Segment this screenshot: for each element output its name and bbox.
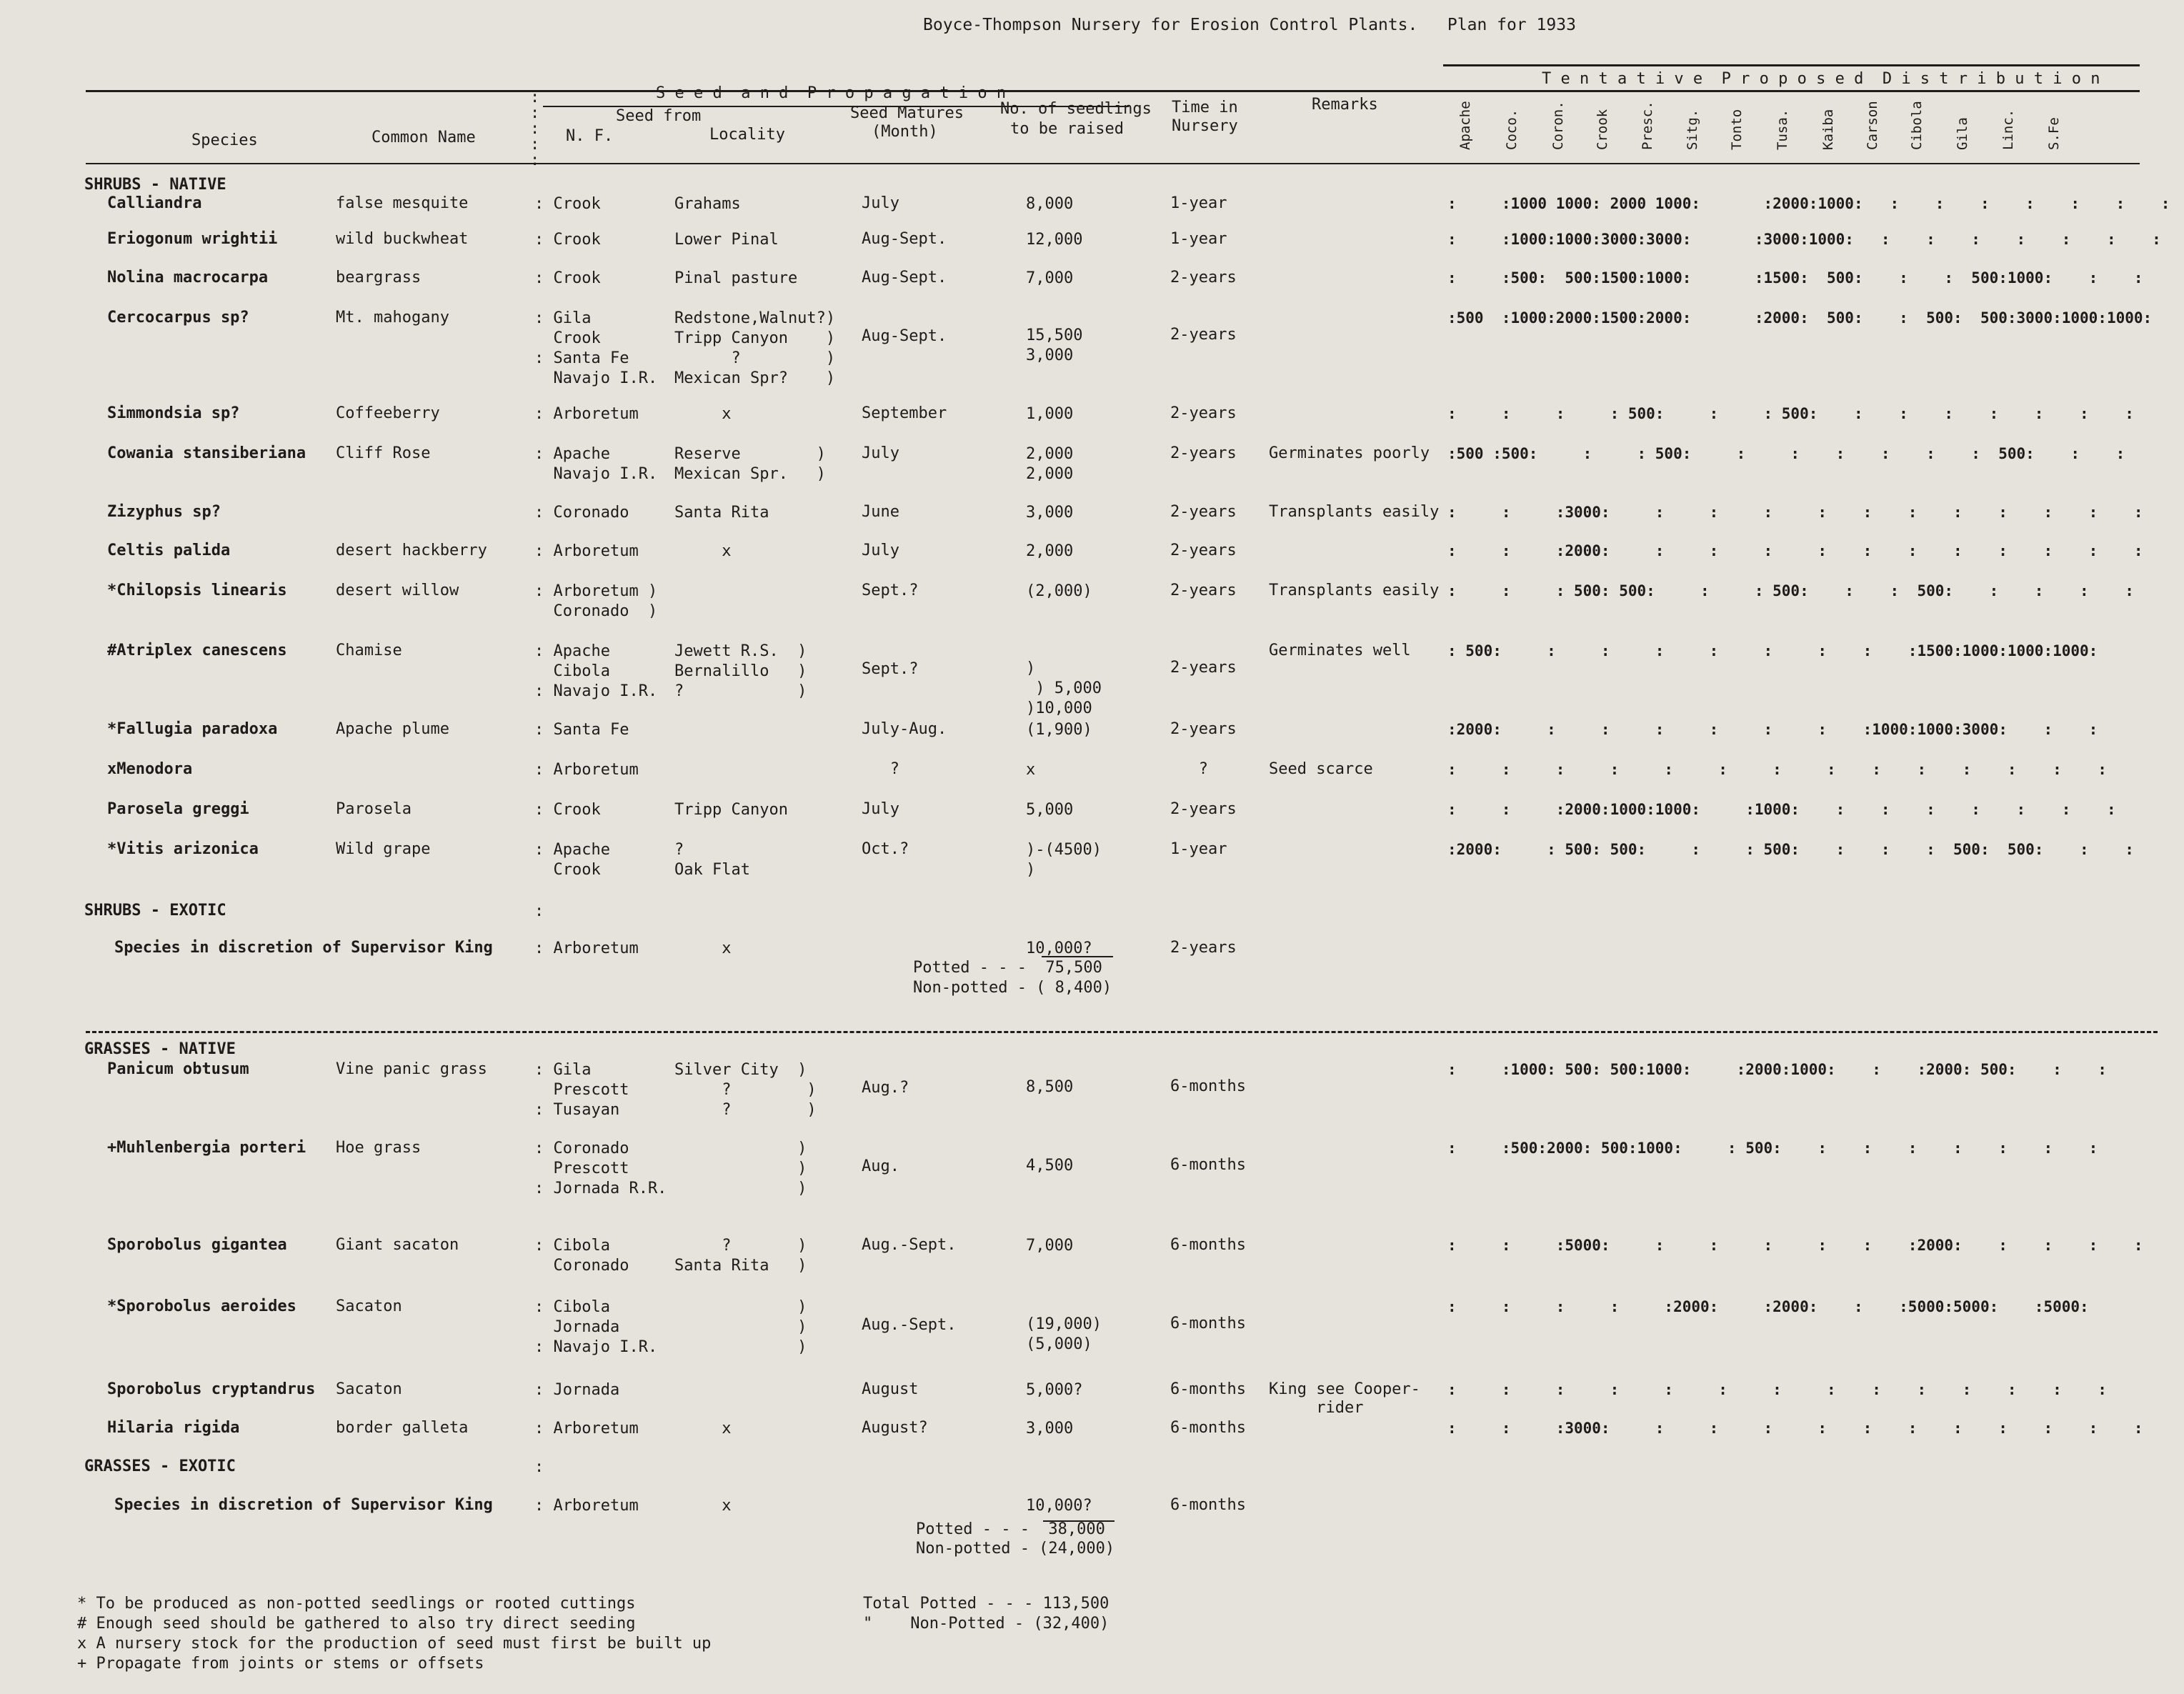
seedling-count: ) ) 5,000 )10,000 — [1026, 659, 1102, 717]
header-nf: N. F. — [566, 127, 614, 145]
common-name: Hoe grass — [336, 1139, 422, 1157]
species-name: Zizyphus sp? — [107, 503, 221, 521]
dist-col-header: Tusa. — [1775, 109, 1790, 150]
seedling-count: 2,000 — [1026, 542, 1074, 560]
grass-potted-total: Potted - - - 38,000 — [916, 1520, 1105, 1538]
seedling-count: 3,000 — [1026, 504, 1074, 522]
nursery-time: 6-months — [1170, 1077, 1246, 1095]
seedling-count: (19,000) (5,000) — [1026, 1315, 1102, 1353]
species-name: Sporobolus cryptandrus — [107, 1380, 316, 1398]
header-species: Species — [191, 131, 258, 149]
species-name: #Atriplex canescens — [107, 642, 287, 659]
species-name: Cercocarpus sp? — [107, 309, 249, 327]
dist-col-header: Apache — [1457, 101, 1473, 150]
footnote-x: x A nursery stock for the production of seed must first be built up — [77, 1635, 712, 1653]
seed-nf: : Arboretum — [534, 542, 639, 560]
seed-locality: Lower Pinal — [674, 231, 779, 249]
seed-locality: Jewett R.S. ) Bernalillo ) ? ) — [674, 642, 807, 700]
seedling-count: 10,000? — [1026, 1497, 1092, 1515]
distribution-top-rule — [1443, 64, 2140, 66]
seed-nf: : Crook — [534, 231, 601, 249]
seed-nf: : Apache Cibola : Navajo I.R. — [534, 642, 658, 700]
nursery-time: 6-months — [1170, 1496, 1246, 1514]
seed-nf: : Arboretum ) Coronado ) — [534, 582, 658, 620]
dist-col-header: Linc. — [2000, 109, 2016, 150]
seedling-count: 10,000? — [1026, 940, 1092, 957]
shrub-potted-total: Potted - - - 75,500 — [913, 959, 1102, 977]
species-name: *Fallugia paradoxa — [107, 720, 278, 738]
distribution-values: : :1000 1000: 2000 1000: :2000:1000: : : : : : : : — [1447, 195, 2170, 212]
seed-locality: ? Oak Flat — [674, 841, 750, 879]
nursery-time: 2-years — [1170, 444, 1237, 462]
species-name: Hilaria rigida — [107, 1419, 240, 1437]
dist-col-header: Coron. — [1550, 101, 1566, 150]
seed-nf: : Arboretum — [534, 761, 639, 779]
seed-month: August — [862, 1380, 919, 1398]
seed-nf: : Arboretum — [534, 1420, 639, 1438]
header-common-name: Common Name — [372, 129, 476, 146]
header-nursery: Nursery — [1172, 117, 1238, 135]
seed-locality: Tripp Canyon — [674, 801, 788, 819]
seed-month: Aug-Sept. — [862, 230, 947, 248]
seed-month: August? — [862, 1419, 928, 1437]
seed-locality: x — [674, 940, 732, 957]
document-title: Boyce-Thompson Nursery for Erosion Control Plants. Plan for 1933 — [923, 16, 1576, 34]
seedling-count: 5,000? — [1026, 1381, 1083, 1399]
nursery-time: 6-months — [1170, 1315, 1246, 1332]
species-name: Eriogonum wrightii — [107, 230, 278, 248]
species-name: Parosela greggi — [107, 800, 249, 818]
seed-month: June — [862, 503, 899, 521]
distribution-values: : : : : : : : : : : : : : : — [1447, 761, 2107, 778]
seed-nf: : — [534, 902, 544, 920]
nursery-time: 6-months — [1170, 1236, 1246, 1254]
common-name: Wild grape — [336, 840, 431, 858]
dist-col-header: S.Fe — [2046, 117, 2062, 150]
seed-nf: : Crook — [534, 801, 601, 819]
header-distribution: T e n t a t i v e P r o p o s e d D i s t r i b u t i o n — [1542, 70, 2100, 88]
shrub-count-underline — [1042, 956, 1113, 957]
seed-locality: Redstone,Walnut?) Tripp Canyon ) ? ) Mexican Spr? ) — [674, 309, 836, 387]
common-name: Coffeeberry — [336, 404, 440, 422]
distribution-values: : :1000: 500: 500:1000: :2000:1000: : :2000: 500: : : — [1447, 1061, 2107, 1078]
remarks: Transplants easily — [1269, 582, 1440, 599]
header-seed-matures: Seed Matures — [850, 104, 964, 122]
nursery-time: 6-months — [1170, 1419, 1246, 1437]
remarks: Germinates poorly — [1269, 444, 1430, 462]
species-name: Cowania stansiberiana — [107, 444, 306, 462]
footnote-plus: + Propagate from joints or stems or offsets — [77, 1655, 484, 1673]
distribution-values: : :500: 500:1500:1000: :1500: 500: : : 500:1000: : : — [1447, 269, 2143, 287]
seed-month: Aug-Sept. — [862, 269, 947, 287]
seedling-count: (2,000) — [1026, 582, 1092, 600]
distribution-values: : : :3000: : : : : : : : : : : : — [1447, 1420, 2143, 1437]
seedling-count: )-(4500) ) — [1026, 841, 1102, 879]
seed-locality: Pinal pasture — [674, 269, 798, 287]
seed-month: Aug.? — [862, 1079, 909, 1097]
remarks: Transplants easily — [1269, 503, 1440, 521]
species-name: xMenodora — [107, 760, 193, 778]
seed-nf: : Gila Crook : Santa Fe Navajo I.R. — [534, 309, 658, 387]
header-no-seedlings: No. of seedlings — [1000, 100, 1152, 118]
species-name: *Chilopsis linearis — [107, 582, 287, 599]
seed-nf: : Gila Prescott : Tusayan — [534, 1061, 629, 1119]
seed-nf: : Cibola Jornada : Navajo I.R. — [534, 1298, 658, 1356]
seed-nf: : Jornada — [534, 1381, 620, 1399]
species-name: Species in discretion of Supervisor King — [114, 939, 493, 957]
seed-month: Aug. — [862, 1157, 899, 1175]
header-top-rule — [86, 90, 2140, 92]
common-name: false mesquite — [336, 194, 469, 212]
seed-nf: : Santa Fe — [534, 721, 629, 739]
distribution-values: : : :3000: : : : : : : : : : : : — [1447, 504, 2143, 521]
distribution-values: : :1000:1000:3000:3000: :3000:1000: : : : : : : : — [1447, 231, 2161, 248]
seed-locality: x — [674, 1420, 732, 1438]
header-locality: Locality — [709, 126, 785, 144]
nursery-time: 1-year — [1170, 840, 1227, 858]
seed-nf: : Cibola Coronado — [534, 1237, 629, 1275]
seed-month: July — [862, 542, 899, 559]
distribution-values: : : :2000:1000:1000: :1000: : : : : : : : — [1447, 801, 2116, 818]
nursery-time: 6-months — [1170, 1380, 1246, 1398]
seed-locality: ? ) Santa Rita ) — [674, 1237, 807, 1275]
species-name: +Muhlenbergia porteri — [107, 1139, 306, 1157]
nursery-time: 2-years — [1170, 659, 1237, 677]
dist-col-header: Gila — [1955, 117, 1970, 150]
grass-nonpotted-total: Non-potted - (24,000) — [916, 1540, 1115, 1558]
seedling-count: 1,000 — [1026, 405, 1074, 423]
species-name: Calliandra — [107, 194, 202, 212]
distribution-values: :2000: : 500: 500: : : 500: : : : 500: 500: : : — [1447, 841, 2134, 858]
seed-locality: x — [674, 405, 732, 423]
common-name: Giant sacaton — [336, 1236, 459, 1254]
seed-locality: ) ) ) — [797, 1298, 807, 1356]
nursery-time: ? — [1170, 760, 1208, 778]
seedling-count: 3,000 — [1026, 1420, 1074, 1438]
seedling-count: 12,000 — [1026, 231, 1083, 249]
dist-col-header: Crook — [1595, 109, 1610, 150]
nursery-time: 6-months — [1170, 1156, 1246, 1174]
distribution-values: :500 :500: : : 500: : : : : : : 500: : : — [1447, 445, 2125, 462]
nursery-time: 2-years — [1170, 800, 1237, 818]
footnote-asterisk: * To be produced as non-potted seedlings or rooted cuttings — [77, 1595, 636, 1613]
common-name: desert hackberry — [336, 542, 487, 559]
common-name: wild buckwheat — [336, 230, 469, 248]
section-heading: GRASSES - EXOTIC — [84, 1458, 236, 1475]
species-name: Species in discretion of Supervisor King — [114, 1496, 493, 1514]
seedling-count: 15,500 3,000 — [1026, 327, 1083, 364]
header-seed-propagation: S e e d a n d P r o p a g a t i o n — [656, 84, 1007, 102]
distribution-values: : : : : 500: : : 500: : : : : : : : — [1447, 405, 2134, 422]
seed-nf: : — [534, 1458, 544, 1476]
seed-month: Aug.-Sept. — [862, 1316, 957, 1334]
common-name: Sacaton — [336, 1297, 402, 1315]
seed-nf: : Crook — [534, 269, 601, 287]
distribution-values: : 500: : : : : : : : :1500:1000:1000:1000: — [1447, 642, 2098, 659]
dist-col-header: Sitg. — [1685, 109, 1700, 150]
distribution-values: : : : : : : : : : : : : : : — [1447, 1381, 2107, 1398]
nursery-time: 2-years — [1170, 269, 1237, 287]
seed-month: July — [862, 194, 899, 212]
species-name: Simmondsia sp? — [107, 404, 240, 422]
nursery-time: 2-years — [1170, 542, 1237, 559]
dist-col-header: Kaiba — [1820, 109, 1836, 150]
common-name: Apache plume — [336, 720, 449, 738]
seedling-count: (1,900) — [1026, 721, 1092, 739]
distribution-values: : : : : :2000: :2000: : :5000:5000: :5000: — [1447, 1298, 2089, 1315]
common-name: Sacaton — [336, 1380, 402, 1398]
nursery-time: 2-years — [1170, 404, 1237, 422]
common-name: desert willow — [336, 582, 459, 599]
dist-col-header: Tonto — [1729, 109, 1745, 150]
seed-month: ? — [862, 760, 899, 778]
section-separator — [86, 1031, 2158, 1033]
seed-nf: : Coronado Prescott : Jornada R.R. — [534, 1140, 667, 1197]
seedling-count: 8,000 — [1026, 195, 1074, 213]
seed-locality: x — [674, 542, 732, 560]
distribution-values: :500 :1000:2000:1500:2000: :2000: 500: : 500: 500:3000:1000:1000: — [1447, 309, 2153, 327]
seed-month: Sept.? — [862, 660, 919, 678]
seedling-count: 7,000 — [1026, 1237, 1074, 1255]
seedling-count: 7,000 — [1026, 269, 1074, 287]
common-name: border galleta — [336, 1419, 469, 1437]
seed-locality: Silver City ) ? ) ? ) — [674, 1061, 817, 1119]
footnote-hash: # Enough seed should be gathered to also try direct seeding — [77, 1615, 636, 1633]
distribution-values: : : :2000: : : : : : : : : : : : — [1447, 542, 2143, 559]
dist-col-header: Carson — [1865, 101, 1880, 150]
nursery-time: 2-years — [1170, 939, 1237, 957]
seedling-count: 4,500 — [1026, 1157, 1074, 1175]
seed-locality: Reserve ) Mexican Spr. ) — [674, 445, 826, 483]
grand-total-nonpotted: " Non-Potted - (32,400) — [863, 1615, 1110, 1633]
common-name: Cliff Rose — [336, 444, 431, 462]
section-heading: SHRUBS - EXOTIC — [84, 902, 226, 920]
seed-month: July — [862, 800, 899, 818]
header-seed-matures-month: (Month) — [872, 123, 938, 141]
seed-locality: x — [674, 1497, 732, 1515]
common-name: Chamise — [336, 642, 402, 659]
seed-month: Aug-Sept. — [862, 327, 947, 345]
distribution-values: : : : 500: 500: : : 500: : : 500: : : : : — [1447, 582, 2134, 599]
seed-month: September — [862, 404, 947, 422]
seedling-count: 5,000 — [1026, 801, 1074, 819]
nursery-time: 2-years — [1170, 503, 1237, 521]
seed-nf: : Apache Crook — [534, 841, 610, 879]
dist-col-header: Presc. — [1640, 101, 1655, 150]
dist-col-header: Cibola — [1909, 101, 1925, 150]
shrub-nonpotted-total: Non-potted - ( 8,400) — [913, 979, 1112, 997]
seedling-count: x — [1026, 761, 1036, 779]
common-name: Parosela — [336, 800, 412, 818]
seed-nf: : Arboretum — [534, 405, 639, 423]
common-name: Vine panic grass — [336, 1060, 487, 1078]
grand-total-potted: Total Potted - - - 113,500 — [863, 1595, 1110, 1613]
section-heading: GRASSES - NATIVE — [84, 1040, 236, 1058]
distribution-values: : :500:2000: 500:1000: : 500: : : : : : : : — [1447, 1140, 2098, 1157]
header-seed-from: Seed from — [616, 107, 702, 125]
species-name: Sporobolus gigantea — [107, 1236, 287, 1254]
seed-nf: : Crook — [534, 195, 601, 213]
seed-locality: Grahams — [674, 195, 741, 213]
species-name: Panicum obtusum — [107, 1060, 249, 1078]
seed-nf: : Arboretum — [534, 940, 639, 957]
header-time-in: Time in — [1172, 99, 1238, 116]
remarks: King see Cooper- rider — [1269, 1380, 1420, 1417]
species-name: *Sporobolus aeroides — [107, 1297, 296, 1315]
seedling-count: 2,000 2,000 — [1026, 445, 1074, 483]
species-name: Nolina macrocarpa — [107, 269, 269, 287]
seed-month: Aug.-Sept. — [862, 1236, 957, 1254]
dist-col-header: Coco. — [1504, 109, 1520, 150]
seed-locality: Santa Rita — [674, 504, 769, 522]
nursery-time: 1-year — [1170, 194, 1227, 212]
seed-month: July — [862, 444, 899, 462]
seed-locality: ) ) ) — [797, 1140, 807, 1197]
distribution-values: : : :5000: : : : : : :2000: : : : : — [1447, 1237, 2143, 1254]
common-name: Mt. mahogany — [336, 309, 449, 327]
nursery-time: 1-year — [1170, 230, 1227, 248]
species-name: *Vitis arizonica — [107, 840, 259, 858]
seed-nf: : Apache Navajo I.R. — [534, 445, 658, 483]
section-heading: SHRUBS - NATIVE — [84, 176, 226, 194]
seed-nf: : Coronado — [534, 504, 629, 522]
distribution-values: :2000: : : : : : : :1000:1000:3000: : : — [1447, 721, 2098, 738]
nursery-time: 2-years — [1170, 720, 1237, 738]
nursery-time: 2-years — [1170, 582, 1237, 599]
common-name: beargrass — [336, 269, 422, 287]
species-name: Celtis palida — [107, 542, 231, 559]
header-colon-column: : : : : : — [530, 89, 540, 169]
remarks: Seed scarce — [1269, 760, 1373, 778]
seed-month: Sept.? — [862, 582, 919, 599]
seed-nf: : Arboretum — [534, 1497, 639, 1515]
header-remarks: Remarks — [1312, 96, 1378, 114]
seedling-count: 8,500 — [1026, 1078, 1074, 1096]
remarks: Germinates well — [1269, 642, 1411, 659]
nursery-time: 2-years — [1170, 326, 1237, 344]
header-to-be-raised: to be raised — [1010, 120, 1124, 138]
header-bottom-rule — [86, 163, 2140, 164]
seed-month: Oct.? — [862, 840, 909, 858]
seed-month: July-Aug. — [862, 720, 947, 738]
